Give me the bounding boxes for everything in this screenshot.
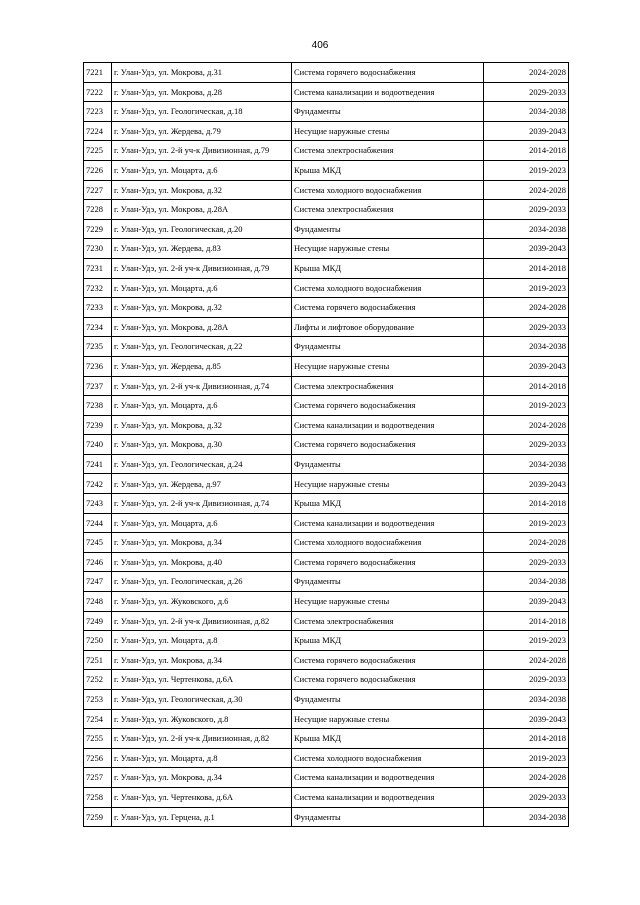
cell-number: 7232 (84, 278, 112, 298)
cell-building-system: Несущие наружные стены (292, 121, 484, 141)
cell-building-system: Лифты и лифтовое оборудование (292, 317, 484, 337)
table-row (84, 278, 569, 298)
cell-building-system: Несущие наружные стены (292, 239, 484, 259)
cell-building-system: Фундаменты (292, 102, 484, 122)
cell-address: г. Улан-Удэ, ул. 2-й уч-к Дивизионная, д.74 (112, 494, 292, 514)
cell-number: 7242 (84, 474, 112, 494)
cell-building-system: Система электроснабжения (292, 611, 484, 631)
cell-number: 7251 (84, 650, 112, 670)
cell-address: г. Улан-Удэ, ул. 2-й уч-к Дивизионная, д.74 (112, 376, 292, 396)
cell-repair-period: 2024-2028 (484, 650, 569, 670)
cell-address: г. Улан-Удэ, ул. Жердева, д.83 (112, 239, 292, 259)
cell-building-system: Крыша МКД (292, 729, 484, 749)
cell-building-system: Несущие наружные стены (292, 356, 484, 376)
table-row (84, 219, 569, 239)
cell-number: 7233 (84, 298, 112, 318)
cell-building-system: Система канализации и водоотведения (292, 513, 484, 533)
cell-address: г. Улан-Удэ, ул. Чертенкова, д.6А (112, 787, 292, 807)
cell-repair-period: 2024-2028 (484, 533, 569, 553)
table-row (84, 180, 569, 200)
cell-address: г. Улан-Удэ, ул. Мокрова, д.32 (112, 180, 292, 200)
cell-address: г. Улан-Удэ, ул. Моцарта, д.6 (112, 278, 292, 298)
table-row (84, 474, 569, 494)
cell-repair-period: 2039-2043 (484, 474, 569, 494)
table-row (84, 454, 569, 474)
cell-number: 7259 (84, 807, 112, 827)
cell-number: 7257 (84, 768, 112, 788)
cell-address: г. Улан-Удэ, ул. Мокрова, д.34 (112, 768, 292, 788)
table-row (84, 552, 569, 572)
cell-address: г. Улан-Удэ, ул. Мокрова, д.34 (112, 533, 292, 553)
table-row (84, 650, 569, 670)
cell-building-system: Система холодного водоснабжения (292, 278, 484, 298)
cell-address: г. Улан-Удэ, ул. Жердева, д.79 (112, 121, 292, 141)
cell-address: г. Улан-Удэ, ул. Геологическая, д.22 (112, 337, 292, 357)
cell-number: 7240 (84, 435, 112, 455)
cell-building-system: Система канализации и водоотведения (292, 787, 484, 807)
table-row (84, 102, 569, 122)
table-row (84, 200, 569, 220)
cell-building-system: Система горячего водоснабжения (292, 552, 484, 572)
cell-number: 7252 (84, 670, 112, 690)
cell-address: г. Улан-Удэ, ул. Мокрова, д.32 (112, 298, 292, 318)
cell-building-system: Фундаменты (292, 219, 484, 239)
cell-repair-period: 2029-2033 (484, 552, 569, 572)
cell-repair-period: 2024-2028 (484, 415, 569, 435)
cell-number: 7248 (84, 592, 112, 612)
cell-repair-period: 2034-2038 (484, 690, 569, 710)
cell-repair-period: 2029-2033 (484, 787, 569, 807)
cell-number: 7254 (84, 709, 112, 729)
cell-address: г. Улан-Удэ, ул. Жердева, д.85 (112, 356, 292, 376)
cell-repair-period: 2034-2038 (484, 219, 569, 239)
cell-building-system: Система канализации и водоотведения (292, 82, 484, 102)
cell-number: 7234 (84, 317, 112, 337)
cell-number: 7227 (84, 180, 112, 200)
cell-repair-period: 2039-2043 (484, 709, 569, 729)
cell-repair-period: 2024-2028 (484, 63, 569, 83)
cell-building-system: Фундаменты (292, 807, 484, 827)
cell-address: г. Улан-Удэ, ул. Мокрова, д.34 (112, 650, 292, 670)
cell-building-system: Система холодного водоснабжения (292, 180, 484, 200)
table-row (84, 494, 569, 514)
cell-repair-period: 2019-2023 (484, 396, 569, 416)
cell-address: г. Улан-Удэ, ул. Жуковского, д.8 (112, 709, 292, 729)
cell-building-system: Система канализации и водоотведения (292, 768, 484, 788)
table-row (84, 787, 569, 807)
cell-repair-period: 2019-2023 (484, 278, 569, 298)
cell-address: г. Улан-Удэ, ул. Мокрова, д.28А (112, 200, 292, 220)
cell-repair-period: 2029-2033 (484, 670, 569, 690)
cell-repair-period: 2019-2023 (484, 513, 569, 533)
cell-number: 7224 (84, 121, 112, 141)
cell-number: 7253 (84, 690, 112, 710)
table-row (84, 807, 569, 827)
cell-building-system: Система электроснабжения (292, 376, 484, 396)
table-row (84, 396, 569, 416)
cell-number: 7258 (84, 787, 112, 807)
cell-address: г. Улан-Удэ, ул. Моцарта, д.8 (112, 631, 292, 651)
cell-address: г. Улан-Удэ, ул. Моцарта, д.8 (112, 748, 292, 768)
cell-building-system: Система электроснабжения (292, 141, 484, 161)
cell-number: 7247 (84, 572, 112, 592)
cell-building-system: Крыша МКД (292, 631, 484, 651)
cell-number: 7225 (84, 141, 112, 161)
cell-building-system: Фундаменты (292, 337, 484, 357)
table-row (84, 141, 569, 161)
table-row (84, 709, 569, 729)
cell-building-system: Система канализации и водоотведения (292, 415, 484, 435)
table-row (84, 63, 569, 83)
cell-number: 7249 (84, 611, 112, 631)
cell-repair-period: 2024-2028 (484, 298, 569, 318)
table-row (84, 729, 569, 749)
cell-address: г. Улан-Удэ, ул. Мокрова, д.32 (112, 415, 292, 435)
cell-address: г. Улан-Удэ, ул. Мокрова, д.40 (112, 552, 292, 572)
cell-building-system: Система горячего водоснабжения (292, 435, 484, 455)
cell-address: г. Улан-Удэ, ул. Моцарта, д.6 (112, 513, 292, 533)
cell-repair-period: 2034-2038 (484, 807, 569, 827)
table-row (84, 631, 569, 651)
cell-repair-period: 2014-2018 (484, 494, 569, 514)
cell-repair-period: 2024-2028 (484, 768, 569, 788)
cell-address: г. Улан-Удэ, ул. Геологическая, д.30 (112, 690, 292, 710)
table-row (84, 768, 569, 788)
table-row (84, 572, 569, 592)
table-row (84, 592, 569, 612)
repair-schedule-table (83, 62, 569, 827)
cell-building-system: Система горячего водоснабжения (292, 650, 484, 670)
cell-building-system: Система горячего водоснабжения (292, 396, 484, 416)
cell-repair-period: 2014-2018 (484, 611, 569, 631)
cell-address: г. Улан-Удэ, ул. Мокрова, д.30 (112, 435, 292, 455)
table-row (84, 356, 569, 376)
cell-repair-period: 2039-2043 (484, 592, 569, 612)
cell-address: г. Улан-Удэ, ул. Жердева, д.97 (112, 474, 292, 494)
cell-number: 7241 (84, 454, 112, 474)
table-row (84, 298, 569, 318)
cell-repair-period: 2019-2023 (484, 160, 569, 180)
cell-repair-period: 2014-2018 (484, 258, 569, 278)
cell-building-system: Система электроснабжения (292, 200, 484, 220)
cell-repair-period: 2029-2033 (484, 317, 569, 337)
cell-address: г. Улан-Удэ, ул. Мокрова, д.31 (112, 63, 292, 83)
cell-address: г. Улан-Удэ, ул. Мокрова, д.28 (112, 82, 292, 102)
cell-repair-period: 2029-2033 (484, 435, 569, 455)
table-row (84, 239, 569, 259)
table-row (84, 337, 569, 357)
cell-repair-period: 2019-2023 (484, 748, 569, 768)
cell-building-system: Крыша МКД (292, 160, 484, 180)
cell-building-system: Система горячего водоснабжения (292, 298, 484, 318)
cell-building-system: Система горячего водоснабжения (292, 670, 484, 690)
cell-building-system: Система холодного водоснабжения (292, 533, 484, 553)
cell-repair-period: 2014-2018 (484, 376, 569, 396)
cell-building-system: Фундаменты (292, 572, 484, 592)
cell-building-system: Несущие наружные стены (292, 474, 484, 494)
cell-address: г. Улан-Удэ, ул. 2-й уч-к Дивизионная, д.79 (112, 141, 292, 161)
cell-number: 7245 (84, 533, 112, 553)
cell-number: 7222 (84, 82, 112, 102)
cell-number: 7246 (84, 552, 112, 572)
cell-address: г. Улан-Удэ, ул. 2-й уч-к Дивизионная, д.79 (112, 258, 292, 278)
cell-address: г. Улан-Удэ, ул. 2-й уч-к Дивизионная, д.82 (112, 729, 292, 749)
cell-address: г. Улан-Удэ, ул. Чертенкова, д.6А (112, 670, 292, 690)
cell-repair-period: 2034-2038 (484, 337, 569, 357)
cell-building-system: Крыша МКД (292, 494, 484, 514)
table-row (84, 435, 569, 455)
table-row (84, 121, 569, 141)
cell-repair-period: 2034-2038 (484, 572, 569, 592)
cell-address: г. Улан-Удэ, ул. Моцарта, д.6 (112, 160, 292, 180)
table-row (84, 670, 569, 690)
cell-building-system: Система холодного водоснабжения (292, 748, 484, 768)
cell-number: 7221 (84, 63, 112, 83)
cell-number: 7256 (84, 748, 112, 768)
cell-building-system: Несущие наружные стены (292, 592, 484, 612)
cell-building-system: Система горячего водоснабжения (292, 63, 484, 83)
cell-address: г. Улан-Удэ, ул. Моцарта, д.6 (112, 396, 292, 416)
cell-number: 7237 (84, 376, 112, 396)
table-row (84, 160, 569, 180)
table-row (84, 317, 569, 337)
cell-number: 7255 (84, 729, 112, 749)
cell-building-system: Крыша МКД (292, 258, 484, 278)
table-row (84, 690, 569, 710)
cell-repair-period: 2039-2043 (484, 121, 569, 141)
cell-repair-period: 2034-2038 (484, 454, 569, 474)
table-row (84, 611, 569, 631)
cell-number: 7239 (84, 415, 112, 435)
table-row (84, 82, 569, 102)
cell-address: г. Улан-Удэ, ул. Геологическая, д.20 (112, 219, 292, 239)
cell-address: г. Улан-Удэ, ул. Геологическая, д.26 (112, 572, 292, 592)
cell-repair-period: 2024-2028 (484, 180, 569, 200)
cell-number: 7238 (84, 396, 112, 416)
cell-number: 7223 (84, 102, 112, 122)
cell-repair-period: 2014-2018 (484, 729, 569, 749)
cell-repair-period: 2029-2033 (484, 200, 569, 220)
cell-address: г. Улан-Удэ, ул. Герцена, д.1 (112, 807, 292, 827)
cell-number: 7230 (84, 239, 112, 259)
table-row (84, 513, 569, 533)
table-row (84, 258, 569, 278)
cell-repair-period: 2039-2043 (484, 239, 569, 259)
cell-repair-period: 2014-2018 (484, 141, 569, 161)
cell-building-system: Несущие наружные стены (292, 709, 484, 729)
cell-address: г. Улан-Удэ, ул. Геологическая, д.24 (112, 454, 292, 474)
cell-number: 7243 (84, 494, 112, 514)
table-body (84, 63, 569, 827)
cell-number: 7228 (84, 200, 112, 220)
cell-number: 7236 (84, 356, 112, 376)
cell-repair-period: 2019-2023 (484, 631, 569, 651)
cell-number: 7250 (84, 631, 112, 651)
page-number: 406 (311, 40, 329, 51)
cell-building-system: Фундаменты (292, 454, 484, 474)
table-row (84, 376, 569, 396)
cell-number: 7226 (84, 160, 112, 180)
table-row (84, 415, 569, 435)
cell-number: 7229 (84, 219, 112, 239)
cell-repair-period: 2034-2038 (484, 102, 569, 122)
cell-address: г. Улан-Удэ, ул. Геологическая, д.18 (112, 102, 292, 122)
cell-repair-period: 2039-2043 (484, 356, 569, 376)
table-row (84, 748, 569, 768)
cell-number: 7244 (84, 513, 112, 533)
cell-number: 7231 (84, 258, 112, 278)
cell-address: г. Улан-Удэ, ул. 2-й уч-к Дивизионная, д.82 (112, 611, 292, 631)
cell-repair-period: 2029-2033 (484, 82, 569, 102)
table-row (84, 533, 569, 553)
cell-address: г. Улан-Удэ, ул. Жуковского, д.6 (112, 592, 292, 612)
cell-building-system: Фундаменты (292, 690, 484, 710)
cell-address: г. Улан-Удэ, ул. Мокрова, д.28А (112, 317, 292, 337)
cell-number: 7235 (84, 337, 112, 357)
